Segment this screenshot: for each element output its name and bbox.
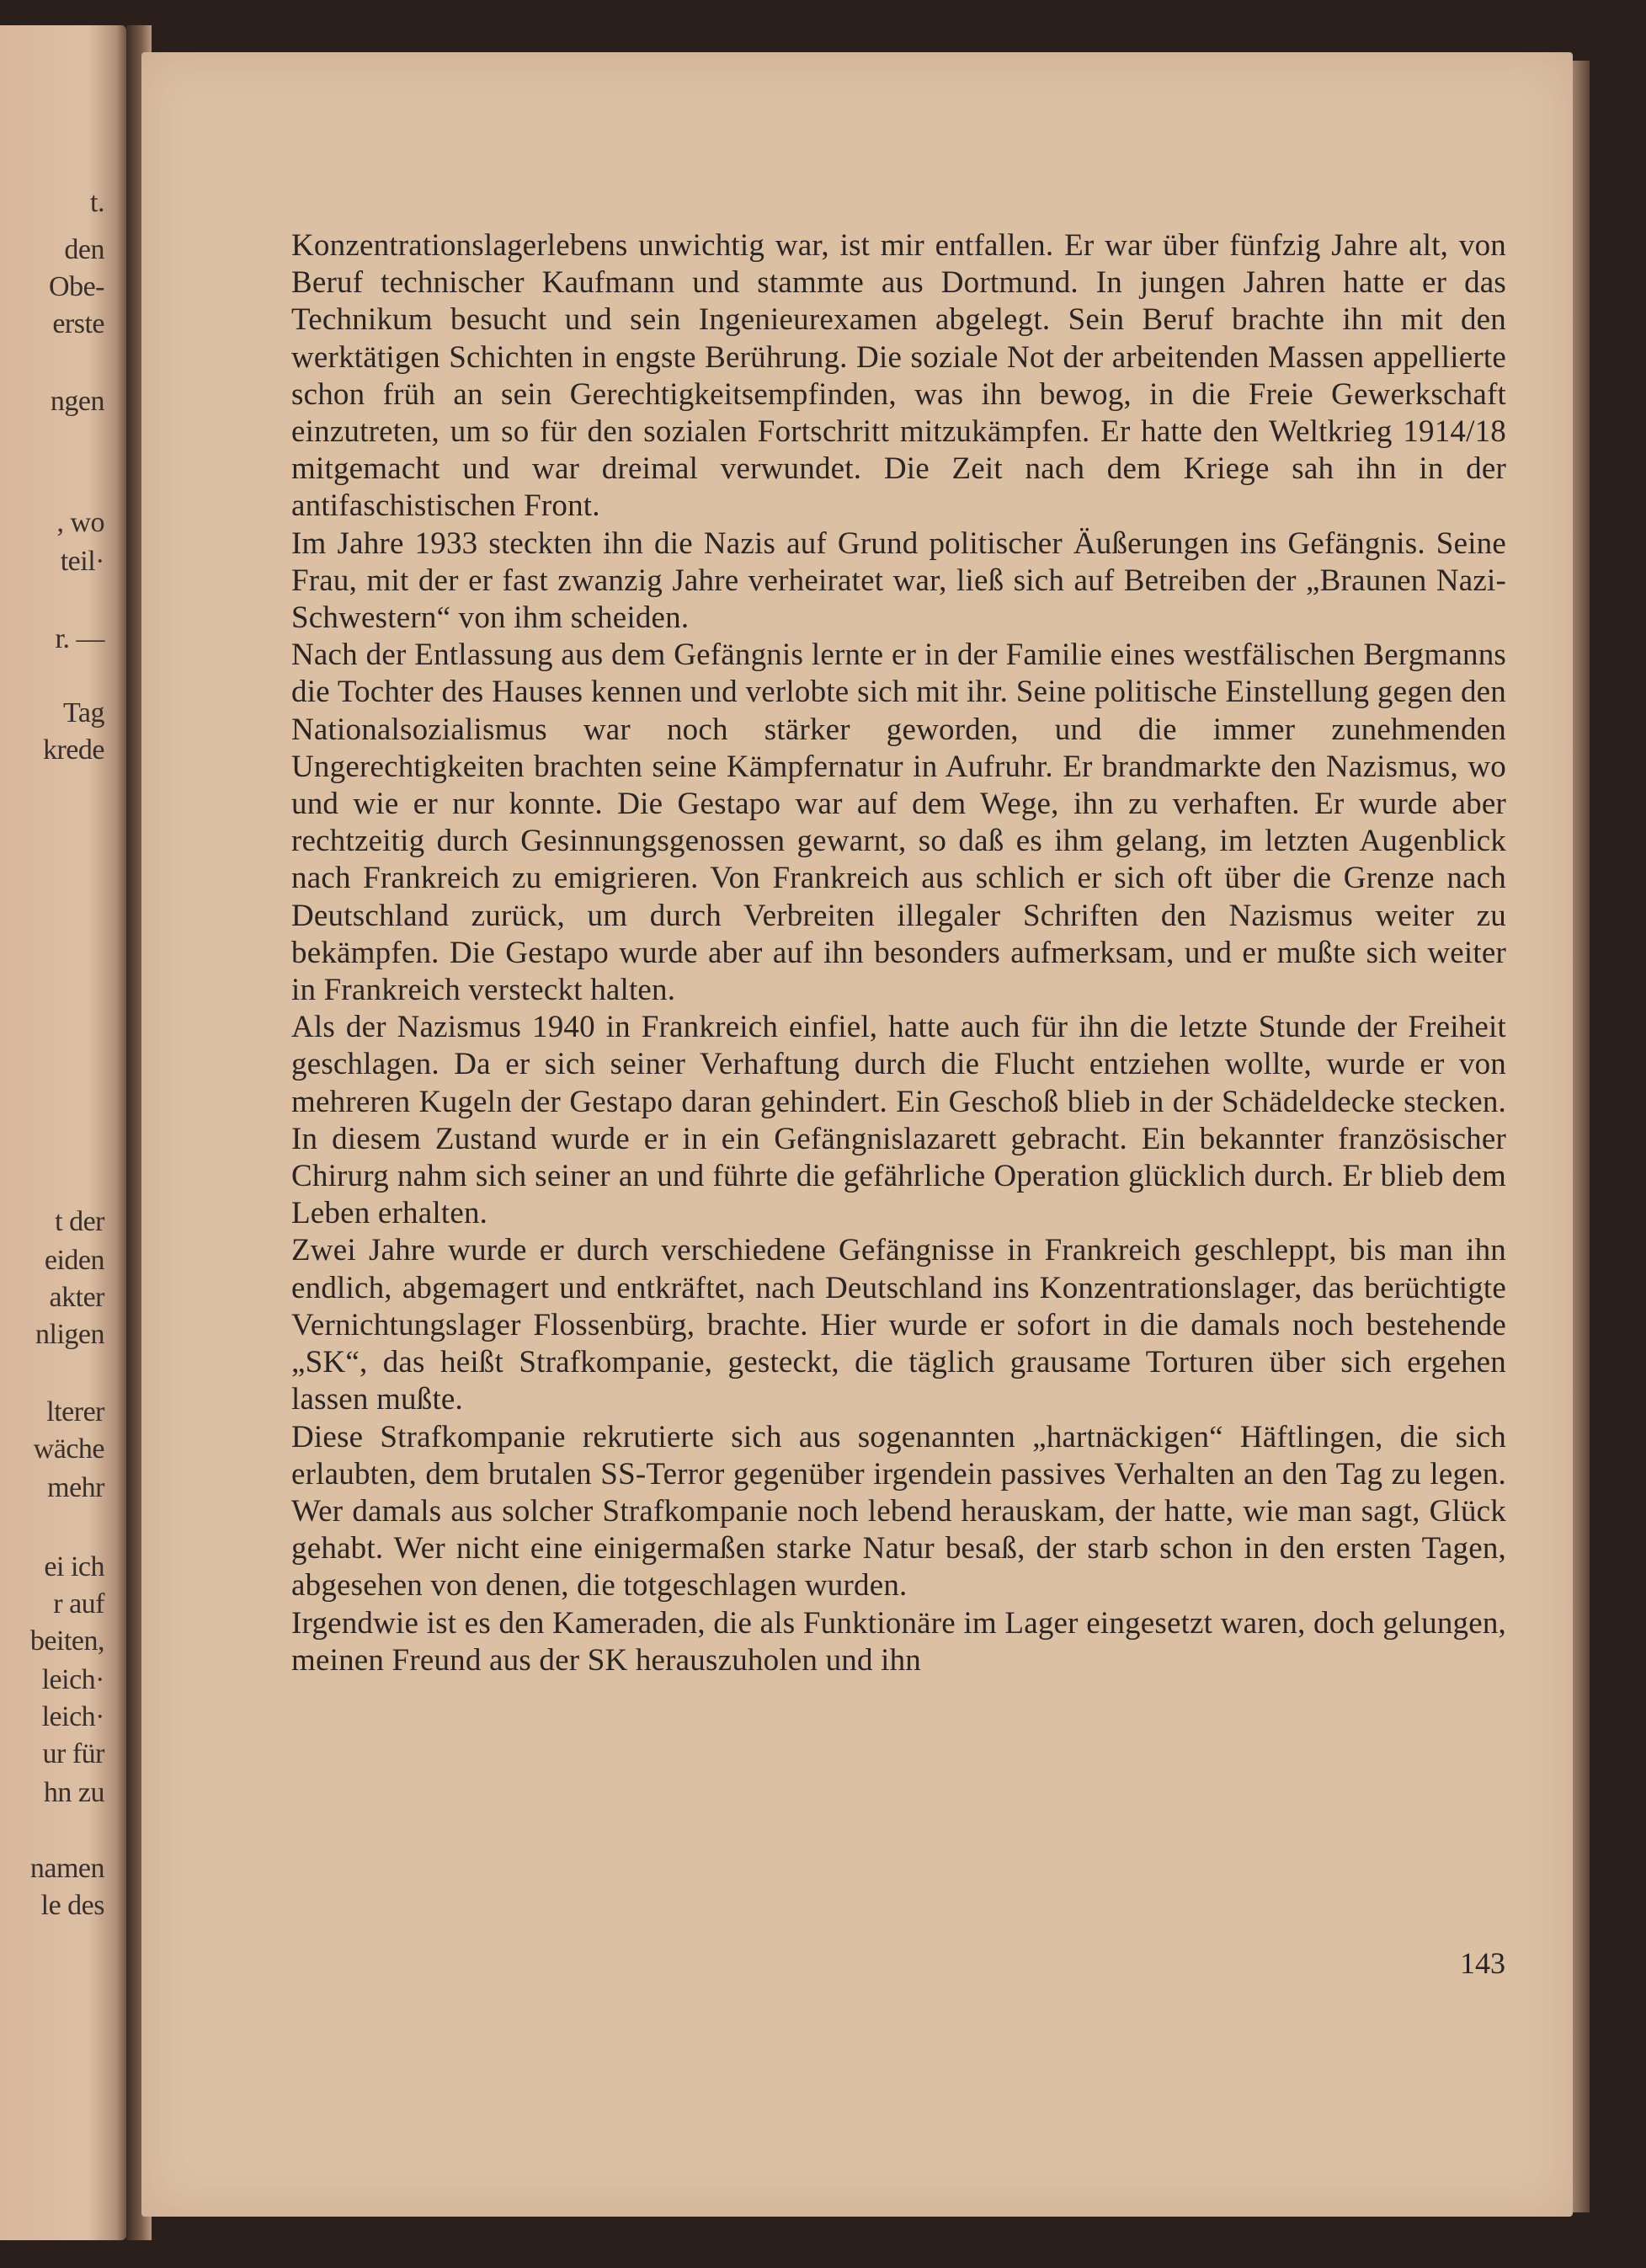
left-page-fragment: ur für bbox=[42, 1738, 104, 1769]
paragraph-7: Irgendwie ist es den Kameraden, die als Funktionäre im Lager eingesetzt waren, doch gelungen, meinen Freund aus der SK herauszuholen und ihn bbox=[291, 1605, 1506, 1678]
paragraph-4: Als der Nazismus 1940 in Frankreich einfiel, hatte auch für ihn die letzte Stunde der Freiheit geschlagen. Da er sich seiner Verhaftung durch die Flucht entziehen wollte, wurde er von mehreren Kugeln der Gestapo daran gehindert. Ein Geschoß blieb in der Schädeldecke stecken. In diesem Zustand wurde er in ein Gefängnislazarett gebracht. Ein bekannter französischer Chirurg nahm sich seiner an und führte die gefährliche Operation glücklich durch. Er blieb dem Leben erhalten. bbox=[291, 1010, 1506, 1231]
paragraph-2: Im Jahre 1933 steckten ihn die Nazis auf Grund politischer Äußerungen ins Gefängnis. Seine Frau, mit der er fast zwanzig Jahre verheiratet war, ließ sich auf Betreiben der „Braunen Nazi-Schwestern“ von ihm scheiden. bbox=[291, 526, 1506, 636]
left-page-fragment: t der bbox=[55, 1206, 104, 1237]
left-page-fragment: mehr bbox=[47, 1472, 104, 1503]
page-stack-edge bbox=[1573, 61, 1590, 2212]
left-page-fragment: hn zu bbox=[43, 1777, 104, 1808]
left-page-fragment: krede bbox=[42, 734, 104, 766]
page-body-text bbox=[291, 227, 1506, 1679]
page-number: 143 bbox=[1460, 1946, 1505, 1980]
left-page-fragment: lterer bbox=[46, 1396, 104, 1428]
left-page-fragment: r auf bbox=[53, 1588, 104, 1620]
left-page-fragment: Obe- bbox=[49, 271, 104, 302]
left-page-fragment: beiten, bbox=[29, 1625, 104, 1657]
left-page-fragment: wäche bbox=[33, 1433, 104, 1465]
left-page-fragment: Tag bbox=[63, 697, 104, 728]
paragraph-3: Nach der Entlassung aus dem Gefängnis lernte er in der Familie eines westfälischen Bergmanns die Tochter des Hauses kennen und verlobte sich mit ihr. Seine politische Einstellung gegen den Nationalsozialismus war noch stärker geworden, und die immer zunehmenden Ungerechtigkeiten brachten seine Kämpfernatur in Aufruhr. Er brandmarkte den Nazismus, wo und wie er nur konnte. Die Gestapo war auf dem Wege, ihn zu verhaften. Er wurde aber rechtzeitig durch Gesinnungsgenossen gewarnt, so daß es ihm gelang, im letzten Augenblick nach Frankreich zu emigrieren. Von Frankreich aus schlich er sich oft über die Grenze nach Deutschland zurück, um durch Verbreiten illegaler Schriften den Nazismus weiter zu bekämpfen. Die Gestapo wurde aber auf ihn besonders aufmerksam, und er mußte sich weiter in Frankreich versteckt halten. bbox=[291, 638, 1506, 1008]
left-page-fragment: akter bbox=[49, 1282, 104, 1313]
paragraph-6: Diese Strafkompanie rekrutierte sich aus sogenannten „hartnäckigen“ Häftlingen, die sich erlaubten, dem brutalen SS-Terror gegenüber irgendein passives Verhalten an den Tag zu legen. Wer damals aus solcher Strafkompanie noch lebend herauskam, der hatte, wie man sagt, Glück gehabt. Wer nicht eine einigermaßen starke Natur besaß, der starb schon in den ersten Tagen, abgesehen von denen, die totgeschlagen wurden. bbox=[291, 1419, 1506, 1604]
left-page-fragment: leich· bbox=[41, 1664, 104, 1695]
left-page-fragment: erste bbox=[52, 308, 104, 339]
paragraph-1: Konzentrationslagerlebens unwichtig war, ist mir entfallen. Er war über fünfzig Jahre alt, von Beruf technischer Kaufmann und stammte aus Dortmund. In jungen Jahren hatte er das Technikum besucht und sein Ingenieurexamen abgelegt. Sein Beruf brachte ihn mit den werktätigen Schichten in engste Berührung. Die soziale Not der arbeitenden Massen appellierte schon früh an sein Gerechtigkeitsempfinden, was ihn bewog, in die Freie Gewerkschaft einzutreten, um so für den sozialen Fortschritt mitzukämpfen. Er hatte den Weltkrieg 1914/18 mitgemacht und war dreimal verwundet. Die Zeit nach dem Kriege sah ihn in der antifaschistischen Front. bbox=[291, 228, 1506, 524]
paragraph-5: Zwei Jahre wurde er durch verschiedene Gefängnisse in Frankreich geschleppt, bis man ihn endlich, abgemagert und entkräftet, nach Deutschland ins Konzentrationslager, das berüchtigte Vernichtungslager Flossenbürg, brachte. Hier wurde er sofort in die damals noch bestehende „SK“, das heißt Strafkompanie, gesteckt, die täglich grausame Torturen über sich ergehen lassen mußte. bbox=[291, 1233, 1506, 1417]
left-page-edge bbox=[0, 25, 126, 2240]
left-page-fragment: le des bbox=[40, 1890, 104, 1921]
left-page-fragment: , wo bbox=[56, 507, 104, 538]
left-page-fragment: teil· bbox=[60, 546, 104, 577]
left-page-fragment: leich· bbox=[41, 1701, 104, 1732]
left-page-fragment: namen bbox=[29, 1853, 104, 1884]
left-page-fragment: ngen bbox=[50, 386, 104, 417]
book-page bbox=[141, 52, 1573, 2217]
left-page-fragment: eiden bbox=[44, 1245, 104, 1276]
left-page-fragment: ei ich bbox=[44, 1551, 104, 1582]
left-page-fragment: r. — bbox=[55, 623, 104, 654]
left-page-fragment: t. bbox=[90, 187, 104, 218]
left-page-fragment: nligen bbox=[35, 1319, 104, 1350]
left-page-fragment: den bbox=[64, 234, 104, 265]
